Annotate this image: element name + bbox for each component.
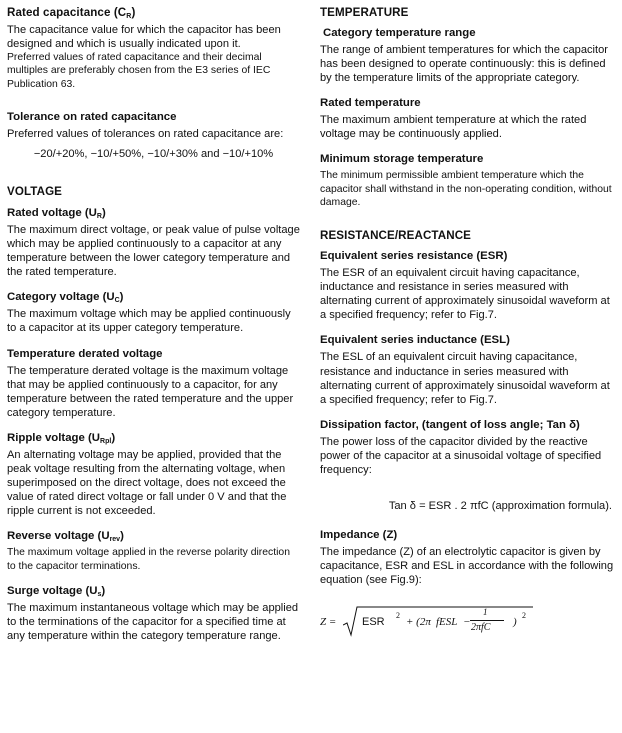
- formula-lhs: Z =: [320, 616, 337, 629]
- tolerance-heading: Tolerance on rated capacitance: [7, 110, 177, 123]
- category-voltage-text: The maximum voltage which may be applied continuously to a capacitor at its upper category temperature.: [7, 308, 291, 335]
- resistance-reactance-section-heading: RESISTANCE/REACTANCE: [320, 229, 472, 243]
- category-temperature-range-heading: Category temperature range: [323, 27, 476, 39]
- esr-heading: Equivalent series resistance (ESR): [320, 250, 508, 263]
- formula-esr: ESR: [362, 616, 385, 629]
- formula-numerator: 1: [483, 607, 488, 618]
- surge-voltage-text: The maximum instantaneous voltage which may be applied to the terminations of the capacitor for a specified time at any temperature within the category temperature range.: [7, 601, 299, 642]
- ripple-voltage-heading: Ripple voltage $(U_{Rpl})$: [7, 431, 116, 445]
- reverse-voltage-text: The maximum voltage applied in the reverse polarity direction to the capacitor terminations.: [7, 547, 290, 572]
- impedance-text: The impedance (Z) of an electrolytic capacitor is given by capacitance, ESR and ESL in accordance with the following equation (see Fig.9):: [320, 546, 614, 587]
- impedance-heading: Impedance (Z): [320, 529, 398, 542]
- rated-capacitance-heading: Rated capacitance $(C_R)$: [7, 6, 136, 20]
- rated-voltage-text: The maximum direct voltage, or peak value of pulse voltage which may be applied continuously to a capacitor at any temperature between the lower category temperature and the rated temperature.: [7, 223, 300, 279]
- formula-fesl: fESL: [436, 616, 458, 629]
- formula-close-paren: ): [513, 616, 517, 629]
- reverse-voltage-heading: Reverse voltage $(U_{rev})$: [7, 530, 124, 544]
- rated-capacitance-text: The capacitance value for which the capacitor has been designed and which is usually indicated upon it.: [7, 24, 281, 51]
- dissipation-factor-text: The power loss of the capacitor divided by the reactive power of the capacitor at a sinusoidal voltage of specified frequency:: [320, 435, 602, 477]
- formula-minus: −: [463, 616, 471, 629]
- formula-plus: + (2π: [406, 616, 431, 629]
- impedance-formula: [320, 601, 616, 645]
- temperature-section-heading: TEMPERATURE: [320, 6, 409, 19]
- left-column: [7, 6, 300, 643]
- category-temperature-range-text: The range of ambient temperatures for which the capacitor has been designed to operate continuously: this is defined by the temperature limits of the appropriate category.: [320, 44, 608, 85]
- formula-square-2: 2: [522, 611, 526, 621]
- rated-voltage-heading: Rated voltage $(U_R)$: [7, 206, 106, 220]
- formula-square-1: 2: [396, 611, 400, 621]
- dissipation-factor-heading: Dissipation factor, (tangent of loss angle; Tan δ): [320, 418, 580, 431]
- tolerance-text: Preferred values of tolerances on rated capacitance are:: [7, 127, 284, 140]
- fraction-bar: [470, 620, 504, 621]
- rated-capacitance-preferred-text: Preferred values of rated capacitance and their decimal multiples are preferably chosen from the E3 series of IEC Publication 63.: [7, 52, 271, 90]
- rated-temperature-text: The maximum ambient temperature at which the rated voltage may be continuously applied.: [320, 114, 587, 141]
- voltage-section-heading: VOLTAGE: [7, 184, 63, 198]
- dissipation-formula: Tan δ = ESR . 2 πfC (approximation formula).: [388, 500, 612, 513]
- minimum-storage-temperature-heading: Minimum storage temperature: [320, 153, 484, 166]
- esl-text: The ESL of an equivalent circuit having capacitance, resistance and inductance in series measured with alternating current of approximately sinusoidal waveform at a specified frequency; refer to Fig.7.: [320, 351, 610, 406]
- temperature-derated-voltage-text: The temperature derated voltage is the maximum voltage that may be applied continuously to a capacitor, for any temperature between the rated temperature and the upper category temperature.: [7, 364, 294, 419]
- minimum-storage-temperature-text: The minimum permissible ambient temperature which the capacitor shall withstand in the non-operating condition, without damage.: [320, 170, 612, 208]
- ripple-voltage-text: An alternating voltage may be applied, provided that the peak voltage resulting from the alternating voltage, when superimposed on the direct voltage, does not exceed the value of rated direct voltage or fall under 0 V and that the ripple current is not exceeded.: [7, 448, 287, 518]
- tolerance-values: −20/+20%, −10/+50%, −10/+30% and −10/+10%: [33, 147, 274, 160]
- formula-denominator: 2πfC: [471, 622, 491, 634]
- right-column: [320, 6, 616, 645]
- category-voltage-heading: Category voltage $(U_C)$: [7, 291, 124, 305]
- temperature-derated-voltage-heading: Temperature derated voltage: [7, 347, 163, 360]
- esl-heading: Equivalent series inductance (ESL): [320, 334, 510, 347]
- surge-voltage-heading: Surge voltage $(U_s)$: [7, 584, 106, 598]
- esr-text: The ESR of an equivalent circuit having capacitance, inductance and resistance in series measured with alternating current of approximately sinusoidal waveform at a specified frequency; refer to Fig.7.: [320, 267, 610, 322]
- rated-temperature-heading: Rated temperature: [320, 97, 421, 110]
